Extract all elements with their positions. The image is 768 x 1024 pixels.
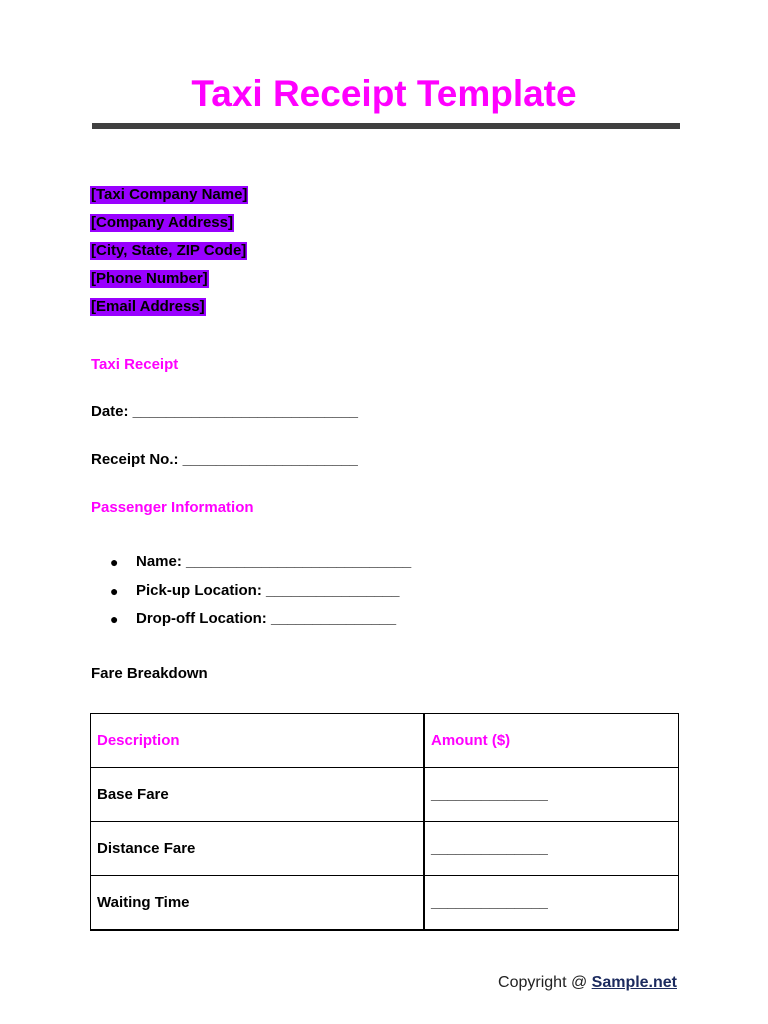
fare-description-cell: Base Fare [91, 768, 425, 822]
receipt-heading: Taxi Receipt [91, 356, 179, 373]
fare-amount-cell[interactable]: ______________ [424, 768, 679, 822]
fare-breakdown-heading: Fare Breakdown [91, 665, 208, 682]
passenger-name-field[interactable]: Name: ___________________________ [136, 553, 412, 570]
bullet-icon: ● [110, 582, 119, 599]
pickup-location-field[interactable]: Pick-up Location: ________________ [136, 581, 400, 599]
company-info-block [90, 186, 248, 326]
fare-amount-cell[interactable]: ______________ [424, 822, 679, 876]
table-row [91, 822, 679, 876]
copyright-footer [498, 973, 677, 993]
fare-amount-cell[interactable]: ______________ [424, 876, 679, 931]
company-name-field[interactable]: [Taxi Company Name] [91, 186, 248, 203]
passenger-info-list [110, 553, 411, 639]
column-header-description: Description [91, 714, 425, 768]
company-email-field[interactable]: [Email Address] [91, 298, 205, 315]
fare-table [90, 713, 679, 931]
fare-description-cell: Waiting Time [91, 876, 425, 931]
list-item [110, 553, 411, 582]
copyright-text: Copyright @ [498, 974, 592, 991]
dropoff-location-field[interactable]: Drop-off Location: _______________ [136, 610, 397, 627]
date-field[interactable]: Date: ___________________________ [91, 403, 358, 420]
brand-link[interactable]: Sample.net [591, 974, 677, 991]
bullet-icon: ● [110, 554, 119, 570]
table-row [91, 768, 679, 822]
company-city-field[interactable]: [City, State, ZIP Code] [91, 242, 247, 259]
page-title: Taxi Receipt Template [191, 73, 577, 114]
company-phone-field[interactable]: [Phone Number] [91, 270, 208, 287]
passenger-info-heading: Passenger Information [91, 499, 254, 516]
receipt-number-field[interactable]: Receipt No.: _____________________ [91, 451, 358, 468]
title-divider [92, 123, 680, 129]
table-header-row [91, 714, 679, 768]
bullet-icon: ● [110, 611, 119, 627]
table-row [91, 876, 679, 931]
fare-description-cell: Distance Fare [91, 822, 425, 876]
company-address-field[interactable]: [Company Address] [91, 214, 233, 231]
list-item [110, 582, 411, 611]
column-header-amount: Amount ($) [424, 714, 679, 768]
list-item [110, 610, 411, 639]
